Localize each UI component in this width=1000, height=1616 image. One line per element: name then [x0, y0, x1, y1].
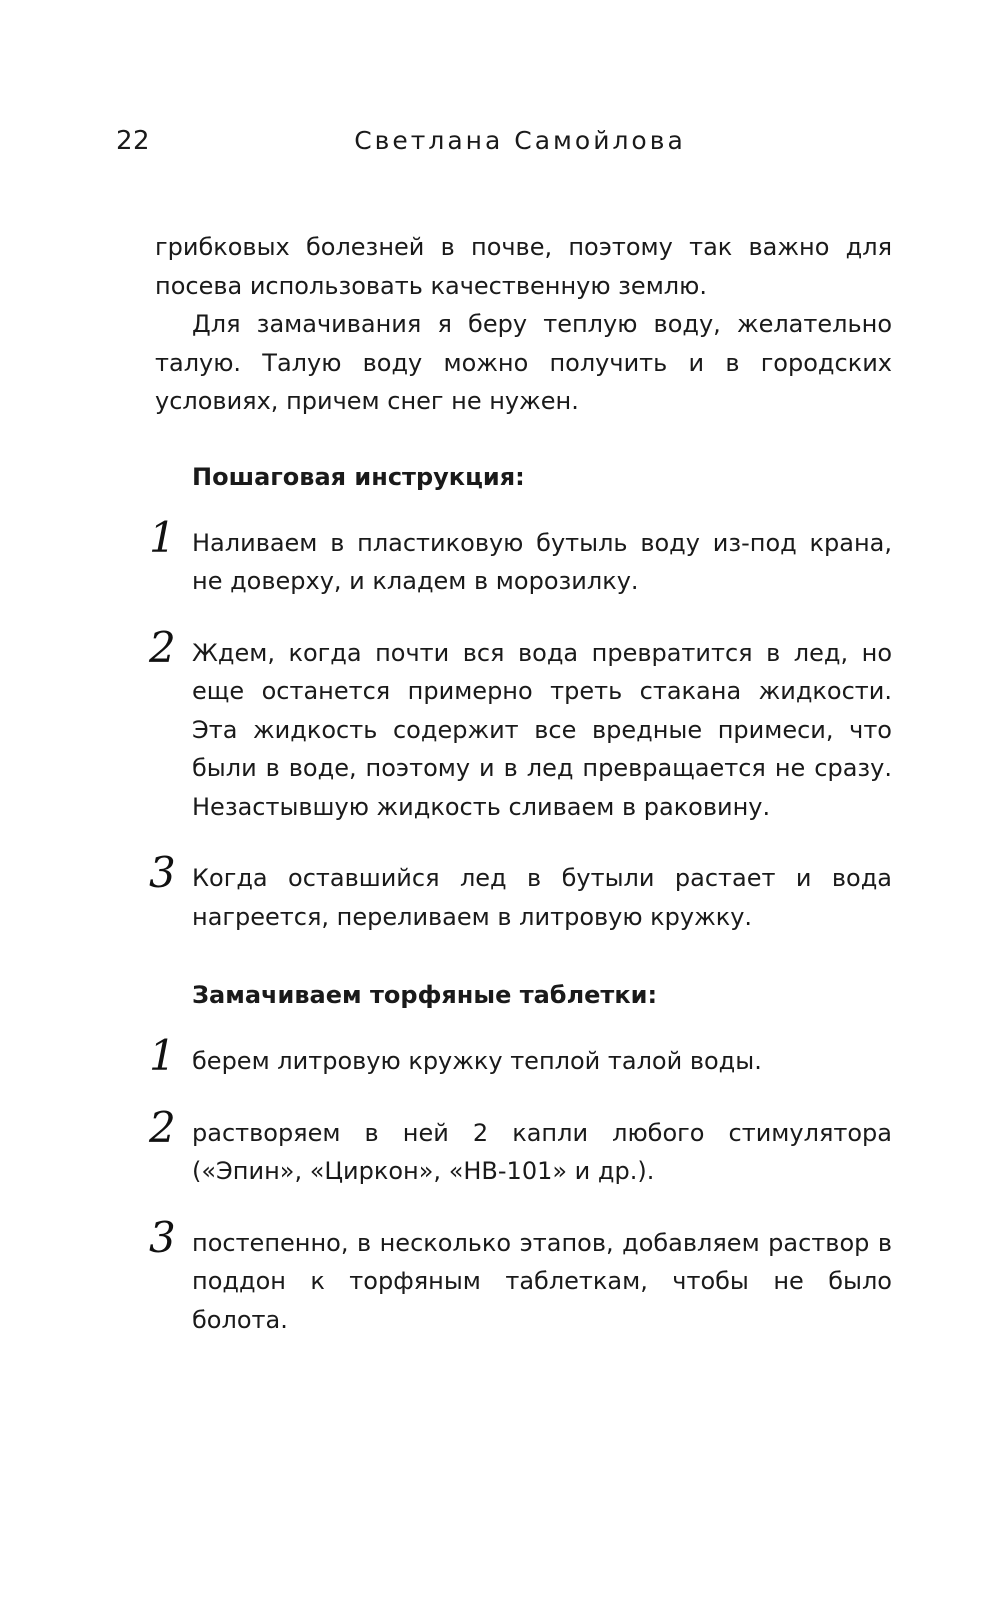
page-body [149, 228, 892, 1339]
section-heading-soaking-peat-tablets: Замачиваем торфяные таблетки: [192, 981, 658, 1009]
section-heading-step-by-step: Пошаговая инструкция: [192, 462, 525, 491]
step-item [149, 1031, 892, 1081]
step-number: 1 [149, 1031, 176, 1080]
step-number: 2 [149, 1102, 176, 1152]
step-item [149, 512, 892, 601]
step-item [149, 1212, 892, 1340]
step-text: Наливаем в пластиковую бутыль воду из-под крана, не доверху, и кладем в морозилку. [192, 528, 892, 595]
step-text: берем литровую кружку теплой талой воды. [192, 1047, 762, 1075]
step-number: 1 [149, 512, 176, 562]
step-number: 3 [149, 848, 176, 897]
step-text: растворяем в ней 2 капли любого стимулятора («Эпин», «Циркон», «НВ-101» и др.). [192, 1118, 892, 1185]
step-number: 3 [149, 1212, 176, 1262]
step-item [149, 622, 892, 827]
step-text: Когда оставшийся лед в бутыли растает и вода нагреется, переливаем в литровую кружку. [192, 864, 892, 931]
step-number: 2 [149, 622, 176, 672]
intro-paragraph-1: грибковых болезней в почве, поэтому так важно для посева использовать качественную землю. [155, 233, 892, 300]
page-number: 22 [116, 126, 151, 156]
step-item [149, 848, 892, 936]
intro-paragraph-2: Для замачивания я беру теплую воду, желательно талую. Талую воду можно получить и в городских условиях, причем снег не нужен. [155, 310, 892, 415]
running-head-author: Светлана Самойлова [354, 126, 686, 155]
step-text: постепенно, в несколько этапов, добавляем раствор в поддон к торфяным таблеткам, чтобы не было болота. [192, 1228, 892, 1334]
step-text: Ждем, когда почти вся вода превратится в лед, но еще останется примерно треть стакана жидкости. Эта жидкость содержит все вредные примеси, что были в воде, поэтому и в лед превращается не сразу. Незастывшую жидкость сливаем в раковину. [192, 638, 892, 821]
step-item [149, 1102, 892, 1191]
